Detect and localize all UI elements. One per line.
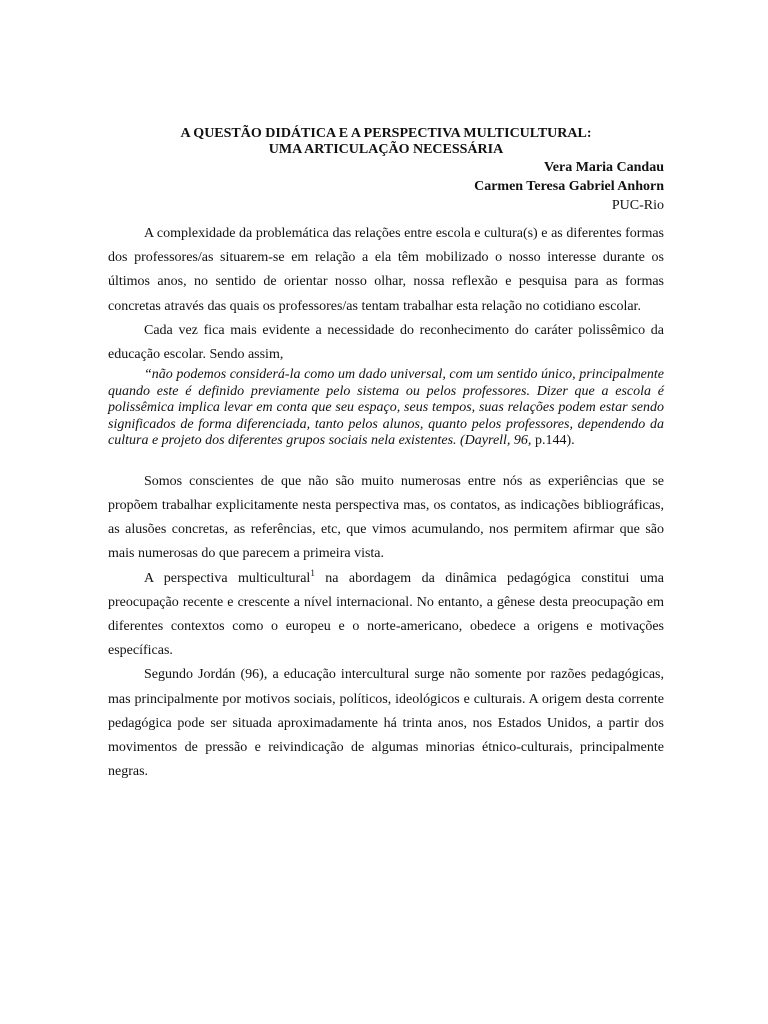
paragraph-5: Segundo Jordán (96), a educação intercultural surge não somente por razões pedagógicas, mas principalmente por motivos sociais, políticos, ideológicos e culturais. A origem desta corrente pedagógica pode ser situada aproximadamente há trinta anos, nos Estados Unidos, a partir dos movimentos de pressão e reivindicação de algumas minorias étnico-culturais, principalmente negras. [108,667,664,780]
spacer [108,450,664,470]
block-quote [108,367,664,450]
footnote-marker: 1 [310,567,315,578]
title-line-1: A QUESTÃO DIDÁTICA E A PERSPECTIVA MULTICULTURAL: [180,126,592,141]
title-line-2: UMA ARTICULAÇÃO NECESSÁRIA [268,142,504,157]
paragraph-4 [108,567,664,664]
document-title [108,126,664,158]
document-page [108,0,664,1024]
author-name-2: Carmen Teresa Gabriel Anhorn [474,179,664,194]
paragraph-2: Cada vez fica mais evidente a necessidade do reconhecimento do caráter polissêmico da educação escolar. Sendo assim, [108,322,664,363]
document-body [108,222,664,784]
paragraph-4-start: A perspectiva multicultural [144,570,311,586]
paragraph-1: A complexidade da problemática das relações entre escola e cultura(s) e as diferentes formas dos professores/as situarem-se em relação a ela têm mobilizado o nosso interesse durante os últimos anos, no sentido de orientar nosso olhar, nossa reflexão e pesquisa para as formas concretas através das quais os professores/as tentam trabalhar esta relação no cotidiano escolar. [108,226,664,314]
author-name-1: Vera Maria Candau [543,160,664,175]
paragraph-4-end: na abordagem da dinâmica pedagógica constitui uma preocupação recente e crescente a nível internacional. No entanto, a gênese desta preocupação em diferentes contextos como o europeu e o norte-americano, obedece a origens e motivações específicas. [108,570,664,659]
affiliation: PUC-Rio [611,198,664,213]
quote-page-ref: p.144). [531,433,575,449]
quote-text: “não podemos considerá-la como um dado universal, com um sentido único, principalmente quando este é definido previamente pelo sistema ou pelos professores. Dizer que a escola é polissêmica implica levar em conta que seu espaço, seus tempos, suas relações podem estar sendo significados de forma diferenciada, tanto pelos alunos, quanto pelos professores, dependendo da cultura e projeto dos diferentes grupos sociais nela existentes. (Dayrell, 96, [108,367,664,449]
author-block [264,158,664,215]
paragraph-3: Somos conscientes de que não são muito numerosas entre nós as experiências que se propõem trabalhar explicitamente nesta perspectiva mas, os contatos, as indicações bibliográficas, as alusões concretas, as referências, etc, que vimos acumulando, nos permitem afirmar que são mais numerosas do que parecem a primeira vista. [108,473,664,562]
